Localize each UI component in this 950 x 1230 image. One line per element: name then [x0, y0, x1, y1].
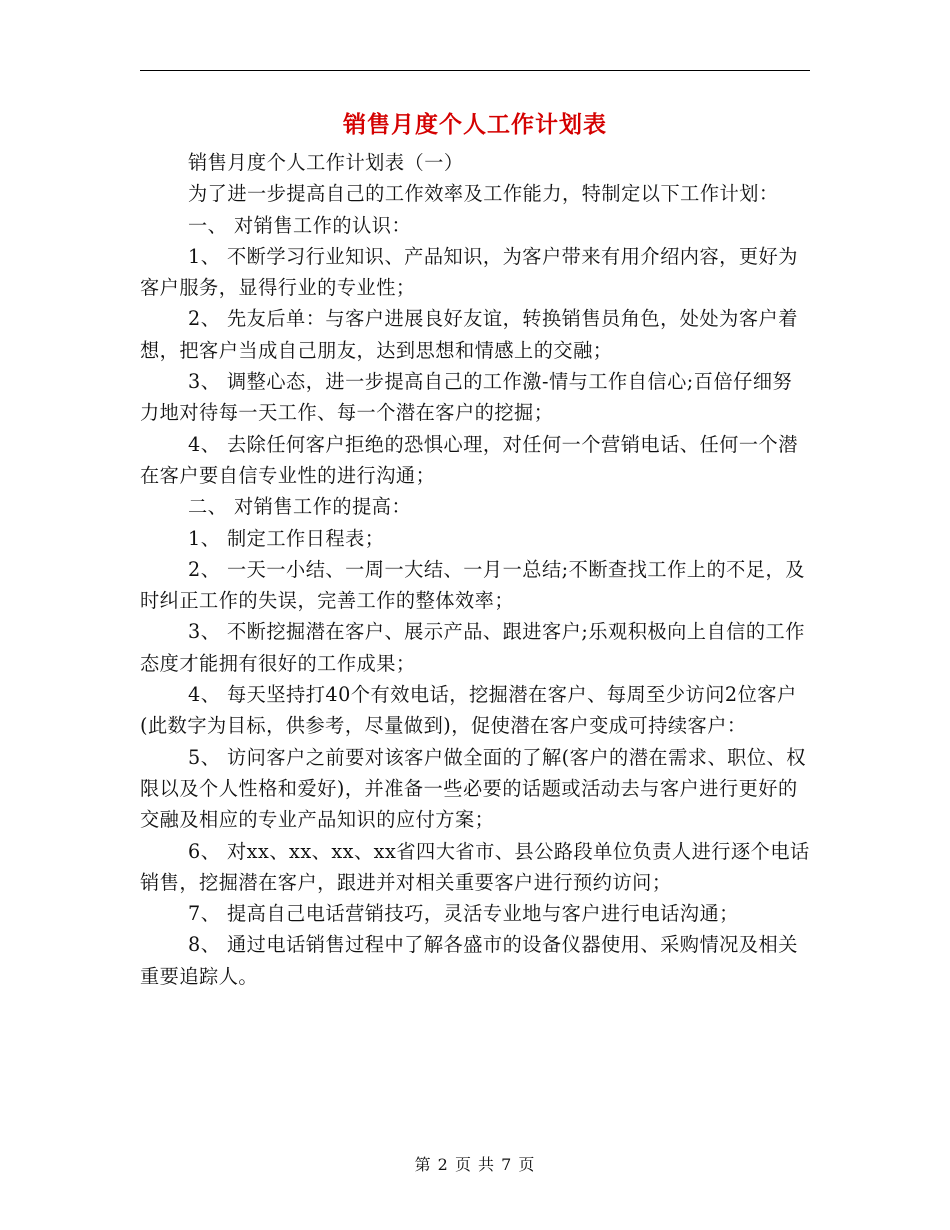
- list-item: 7、 提高自己电话营销技巧，灵活专业地与客户进行电话沟通；: [188, 902, 739, 926]
- page-number: 第 2 页 共 7 页: [414, 1155, 536, 1174]
- section-heading: 一、 对销售工作的认识：: [188, 213, 412, 237]
- list-item: 2、 先友后单：与客户进展良好友谊，转换销售员角色，处处为客户着想，把客户当成自己朋友，达到思想和情感上的交融；: [140, 307, 798, 362]
- list-item: 5、 访问客户之前要对该客户做全面的了解(客户的潜在需求、职位、权限以及个人性格和爱好)，并准备一些必要的话题或活动去与客户进行更好的交融及相应的专业产品知识的应付方案；: [140, 745, 806, 832]
- list-item: 4、 去除任何客户拒绝的恐惧心理，对任何一个营销电话、任何一个潜在客户要自信专业性的进行沟通；: [140, 432, 798, 487]
- document-body: [140, 147, 810, 992]
- document-title: 销售月度个人工作计划表: [343, 111, 607, 138]
- paragraph: 为了进一步提高自己的工作效率及工作能力，特制定以下工作计划：: [188, 182, 779, 206]
- header-rule: [140, 70, 810, 71]
- list-item: 3、 不断挖掘潜在客户、展示产品、跟进客户;乐观积极向上自信的工作态度才能拥有很好的工作成果；: [140, 620, 805, 675]
- list-item: 6、 对xx、xx、xx、xx省四大省市、县公路段单位负责人进行逐个电话销售，挖掘潜在客户，跟进并对相关重要客户进行预约访问；: [140, 839, 810, 894]
- list-item: 2、 一天一小结、一周一大结、一月一总结;不断查找工作上的不足，及时纠正工作的失误，完善工作的整体效率；: [140, 557, 805, 613]
- paragraph: 销售月度个人工作计划表（一）: [188, 151, 464, 174]
- list-item: 4、 每天坚持打40个有效电话，挖掘潜在客户、每周至少访问2位客户(此数字为目标，供参考，尽量做到)，促使潜在客户变成可持续客户：: [140, 683, 797, 738]
- list-item: 1、 不断学习行业知识、产品知识，为客户带来有用介绍内容，更好为客户服务，显得行业的专业性；: [140, 244, 798, 300]
- section-heading: 二、 对销售工作的提高：: [188, 495, 412, 519]
- list-item: 1、 制定工作日程表；: [188, 526, 385, 550]
- list-item: 3、 调整心态，进一步提高自己的工作激-情与工作自信心;百倍仔细努力地对待每一天工作、每一个潜在客户的挖掘；: [140, 370, 793, 425]
- list-item: 8、 通过电话销售过程中了解各盛市的设备仪器使用、采购情况及相关重要追踪人。: [140, 933, 798, 988]
